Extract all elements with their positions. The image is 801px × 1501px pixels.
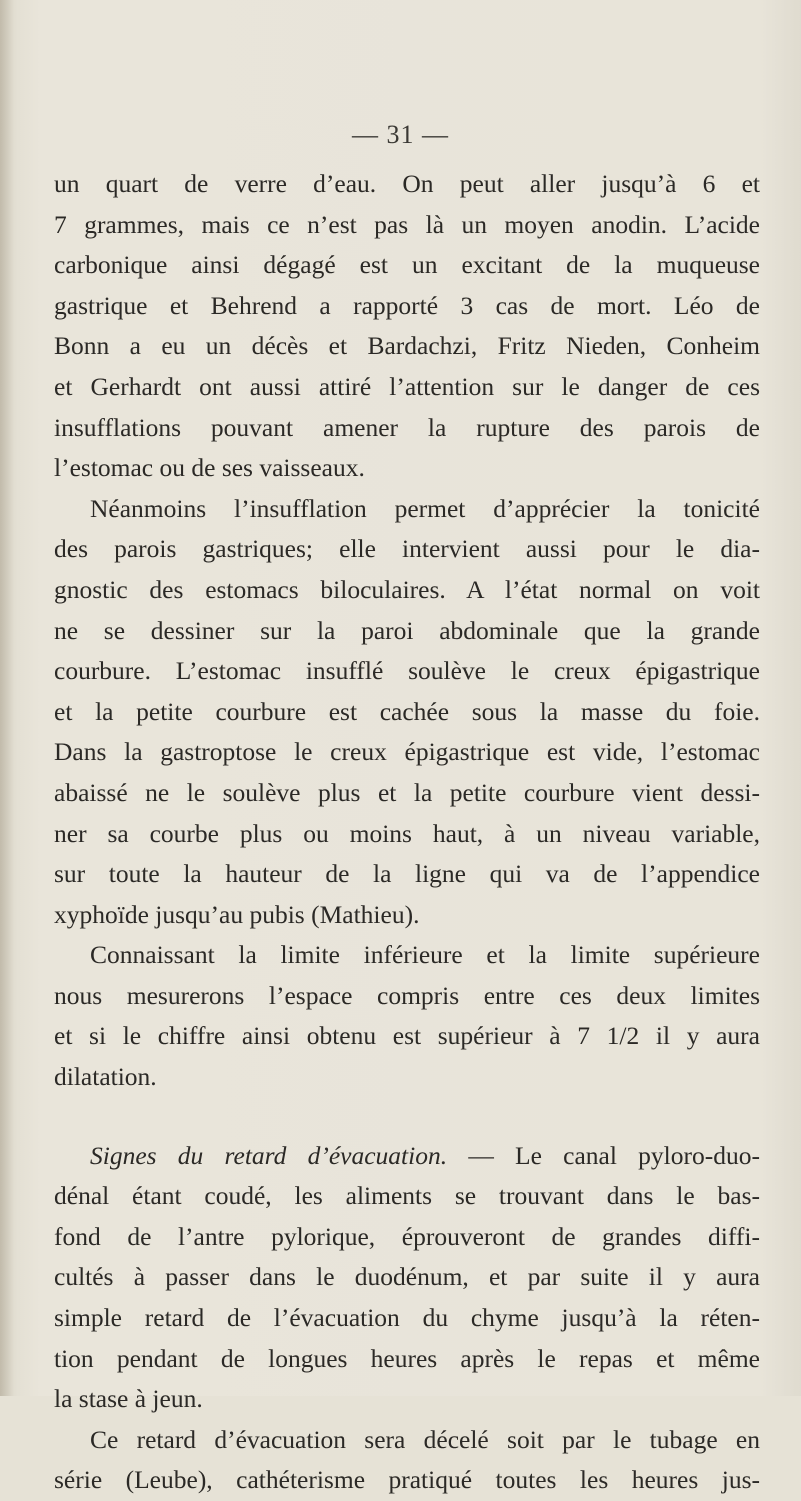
text-line: Néanmoins l’insufflation permet d’apprécier la tonicité <box>90 493 760 523</box>
text-line: gnostic des estomacs biloculaires. A l’état normal on voit <box>54 574 760 604</box>
text-line: tion pendant de longues heures après le repas et même <box>54 1343 760 1373</box>
text-line: cultés à passer dans le duodénum, et par suite il y aura <box>54 1262 760 1292</box>
text-line: insufflations pouvant amener la rupture des parois de <box>54 412 760 442</box>
text-line: Dans la gastroptose le creux épigastrique est vide, l’estomac <box>54 737 760 767</box>
text-line: et Gerhardt ont aussi attiré l’attention sur le danger de ces <box>54 371 760 401</box>
page-number: — 31 — <box>352 120 449 149</box>
text-line: abaissé ne le soulève plus et la petite courbure vient dessi- <box>54 777 760 807</box>
text-line: Bonn a eu un décès et Bardachzi, Fritz Nieden, Conheim <box>54 331 760 361</box>
text-line: ne se dessiner sur la paroi abdominale que la grande <box>54 615 760 645</box>
text-line: fond de l’antre pylorique, éprouveront de grandes diffi- <box>54 1221 760 1251</box>
text-line: 7 grammes, mais ce n’est pas là un moyen anodin. L’acide <box>54 209 760 239</box>
body-text <box>54 164 760 1501</box>
text-line: nous mesurerons l’espace compris entre ces deux limites <box>54 980 760 1010</box>
text-line: et si le chiffre ainsi obtenu est supérieur à 7 1/2 il y aura <box>54 1021 760 1051</box>
heading-line-rest: — Le canal pyloro-duo- <box>447 1140 760 1170</box>
text-line: gastrique et Behrend a rapporté 3 cas de mort. Léo de <box>54 290 760 320</box>
text-line: Connaissant la limite inférieure et la limite supérieure <box>90 940 760 970</box>
text-line: carbonique ainsi dégagé est un excitant de la muqueuse <box>54 250 760 280</box>
paragraph-tubage <box>54 1420 760 1501</box>
section-retard-evacuation <box>54 1136 760 1420</box>
text-line: dénal étant coudé, les aliments se trouvant dans le bas- <box>54 1181 760 1211</box>
text-line: la stase à jeun. <box>54 1384 203 1414</box>
text-line: dilatation. <box>54 1062 157 1092</box>
text-line: ner sa courbe plus ou moins haut, à un niveau variable, <box>54 818 760 848</box>
section-gap <box>54 1098 760 1136</box>
text-line: et la petite courbure est cachée sous la masse du foie. <box>54 696 760 726</box>
text-line: série (Leube), cathéterisme pratiqué toutes les heures jus- <box>54 1465 760 1495</box>
text-line: courbure. L’estomac insufflé soulève le creux épigastrique <box>54 656 760 686</box>
text-line: un quart de verre d’eau. On peut aller jusqu’à 6 et <box>54 169 760 198</box>
paragraph-limits-measurement <box>54 935 760 1097</box>
text-line-heading <box>54 1136 760 1177</box>
text-line: l’estomac ou de ses vaisseaux. <box>54 453 365 483</box>
text-line: xyphoïde jusqu’au pubis (Mathieu). <box>54 899 420 929</box>
paragraph-insufflation-risks <box>54 164 760 489</box>
section-heading: Signes du retard d’évacuation. <box>90 1140 448 1170</box>
paragraph-insufflation-tonicity <box>54 489 760 936</box>
text-line: sur toute la hauteur de la ligne qui va de l’appendice <box>54 859 760 889</box>
binding-shadow <box>0 0 14 1396</box>
text-line: Ce retard d’évacuation sera décelé soit par le tubage en <box>90 1424 760 1454</box>
text-line: simple retard de l’évacuation du chyme jusqu’à la réten- <box>54 1303 760 1333</box>
text-line: des parois gastriques; elle intervient aussi pour le dia- <box>54 534 760 564</box>
